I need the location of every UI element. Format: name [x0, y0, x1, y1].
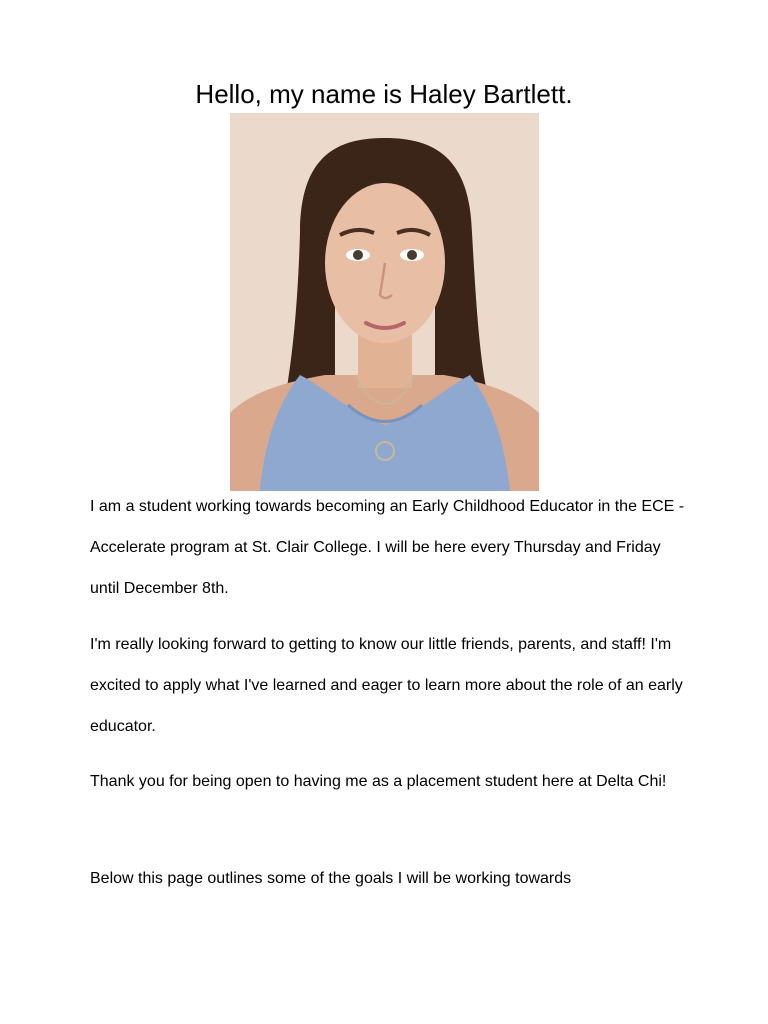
page-title: Hello, my name is Haley Bartlett.	[195, 79, 573, 109]
portrait-photo	[230, 113, 539, 491]
thank-you-paragraph: Thank you for being open to having me as a placement student here at Delta Chi!	[90, 773, 667, 790]
excitement-paragraph: I'm really looking forward to getting to know our little friends, parents, and staff! I'm excited to apply what I've learned and eager to learn more about the role of an early educator.	[90, 636, 683, 735]
goals-paragraph: Below this page outlines some of the goals I will be working towards	[90, 870, 572, 887]
intro-paragraph: I am a student working towards becoming an Early Childhood Educator in the ECE - Accelerate program at St. Clair College. I will be here every Thursday and Friday until December 8th.	[90, 498, 685, 597]
